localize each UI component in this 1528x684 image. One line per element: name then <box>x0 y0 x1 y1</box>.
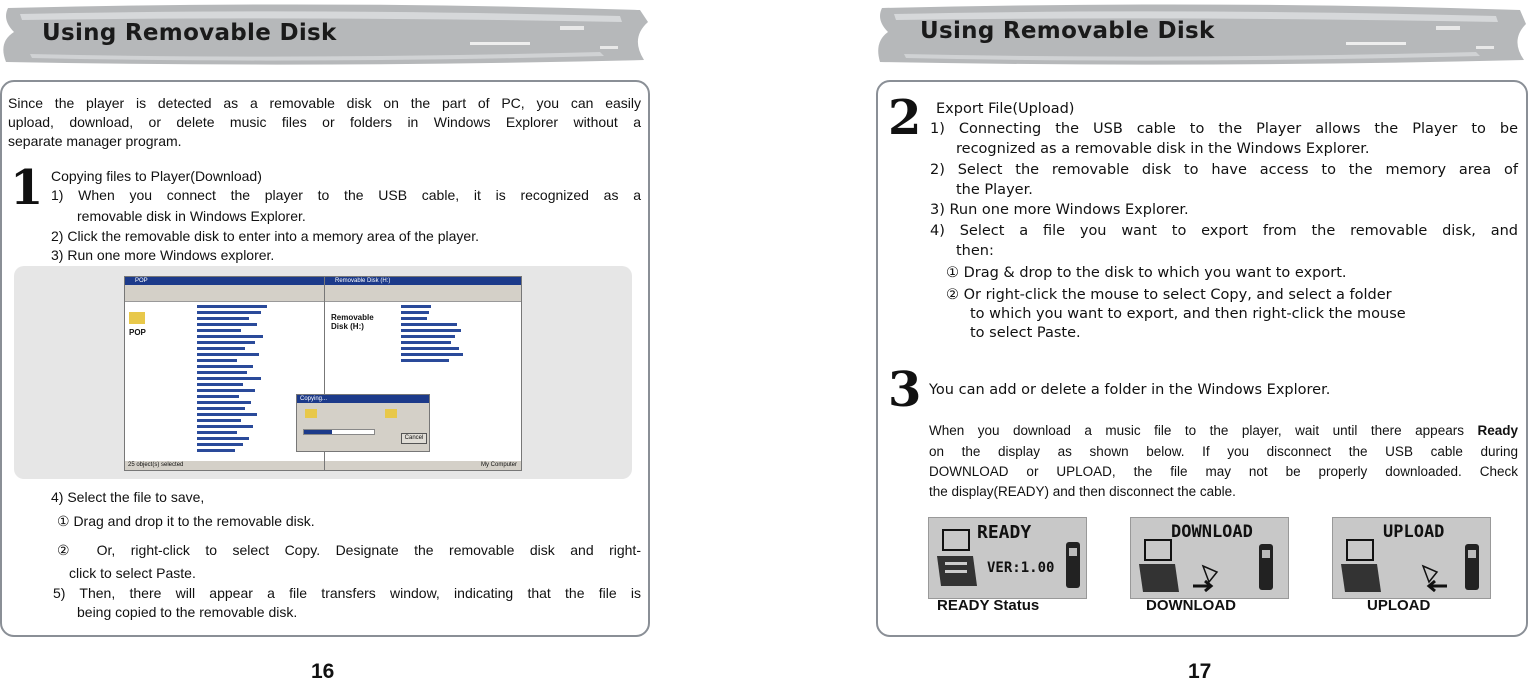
player-icon <box>1064 540 1082 590</box>
left-banner-title: Using Removable Disk <box>42 20 337 46</box>
step2-item2-line1: 2) Select the removable disk to have access to the memory area of <box>930 162 1518 178</box>
step3-title: You can add or delete a folder in the Windows Explorer. <box>929 382 1331 398</box>
step3-note-line2: on the display as shown below. If you disconnect the USB cable during <box>929 444 1518 459</box>
step2-item1-line2: recognized as a removable disk in the Windows Explorer. <box>956 141 1370 157</box>
left-window-statusbar: 25 object(s) selected <box>125 461 332 470</box>
left-window-toolbar <box>125 285 331 302</box>
step2-title: Export File(Upload) <box>936 101 1075 117</box>
step2-sub-a: ① Drag & drop to the disk to which you want to export. <box>946 265 1347 281</box>
file-list-entries <box>197 305 267 452</box>
step1-item1-line1: 1) When you connect the player to the USB cable, it is recognized as a <box>51 187 641 203</box>
left-window-sidepane <box>125 302 193 462</box>
step1-item2: 2) Click the removable disk to enter into a memory area of the player. <box>51 228 479 244</box>
left-window-titlebar: POP <box>125 277 331 285</box>
step2-item4-line1: 4) Select a file you want to export from the removable disk, and <box>930 223 1518 239</box>
dialog-progress-bar <box>303 429 375 435</box>
step2-sub-b-line1: ② Or right-click the mouse to select Copy, and select a folder <box>946 287 1392 303</box>
file-list-entries <box>401 305 463 362</box>
computer-icon <box>933 526 983 596</box>
left-intro-line3: separate manager program. <box>8 133 182 149</box>
dialog-cancel-button[interactable]: Cancel <box>401 433 427 444</box>
dialog-folder-icon <box>305 409 317 418</box>
right-window-toolbar <box>325 285 521 302</box>
right-page-number: 17 <box>1188 660 1212 683</box>
left-intro-line1: Since the player is detected as a removable disk on the part of PC, you can easily <box>8 95 641 111</box>
upload-display <box>1332 517 1491 599</box>
right-folder-label: Removable Disk (H:) <box>331 313 374 331</box>
player-icon <box>1257 542 1275 592</box>
upload-caption: UPLOAD <box>1367 597 1431 614</box>
step3-note-line4: the display(READY) and then disconnect the cable. <box>929 484 1236 499</box>
left-folder-label: POP <box>129 328 146 337</box>
step1-number: 1 <box>10 160 44 216</box>
step2-item3: 3) Run one more Windows Explorer. <box>930 202 1189 218</box>
step4-title: 4) Select the file to save, <box>51 489 205 505</box>
download-caption: DOWNLOAD <box>1146 597 1236 614</box>
step3-note-line1 <box>929 421 1518 440</box>
ready-display <box>928 517 1087 599</box>
player-icon <box>1463 542 1481 592</box>
step2-sub-b-line3: to select Paste. <box>970 325 1081 341</box>
explorer-screenshot-area <box>14 266 632 479</box>
dialog-titlebar: Copying... <box>297 395 429 403</box>
step1-title: Copying files to Player(Download) <box>51 168 262 184</box>
right-banner-title: Using Removable Disk <box>920 18 1215 44</box>
step2-item1-line1: 1) Connecting the USB cable to the Player allows the Player to be <box>930 121 1518 137</box>
computer-icon <box>1337 526 1387 596</box>
right-window-titlebar: Removable Disk (H:) <box>325 277 521 285</box>
step4-option-b-line2: click to select Paste. <box>69 565 196 581</box>
left-banner <box>0 2 650 72</box>
ready-caption: READY Status <box>937 597 1040 614</box>
arrow-right-icon <box>1187 562 1227 592</box>
left-page-number: 16 <box>311 660 335 683</box>
download-display <box>1130 517 1289 599</box>
download-display-text: DOWNLOAD <box>1171 522 1253 542</box>
step2-number: 2 <box>888 90 922 146</box>
note-ready-keyword: Ready <box>1477 423 1518 438</box>
right-window-statusbar: My Computer <box>325 461 521 470</box>
copying-dialog <box>296 394 430 452</box>
step2-sub-b-line2: to which you want to export, and then right-click the mouse <box>970 306 1406 322</box>
step4-option-b-line1: ② Or, right-click to select Copy. Designate the removable disk and right- <box>57 542 641 558</box>
step3-note-line3: DOWNLOAD or UPLOAD, the file may not be properly downloaded. Check <box>929 464 1518 479</box>
note-text: When you download a music file to the player, wait until there appears <box>929 423 1478 438</box>
step1-item1-line2: removable disk in Windows Explorer. <box>77 208 306 224</box>
upload-display-text: UPLOAD <box>1383 522 1445 542</box>
step1-item3: 3) Run one more Windows explorer. <box>51 247 275 263</box>
ready-display-text: READY <box>977 522 1032 543</box>
ready-display-version: VER:1.00 <box>987 560 1055 576</box>
step4-option-a: ① Drag and drop it to the removable disk. <box>57 513 315 529</box>
step5-line1: 5) Then, there will appear a file transfers window, indicating that the file is <box>53 585 641 601</box>
right-banner <box>876 2 1528 72</box>
arrow-left-icon <box>1417 562 1457 592</box>
step5-line2: being copied to the removable disk. <box>77 604 298 620</box>
step2-item4-line2: then: <box>956 243 994 259</box>
step3-number: 3 <box>888 362 922 418</box>
dialog-folder-icon-target <box>385 409 397 418</box>
folder-icon <box>129 312 145 324</box>
left-intro-line2: upload, download, or delete music files or folders in Windows Explorer without a <box>8 114 641 130</box>
step2-item2-line2: the Player. <box>956 182 1033 198</box>
